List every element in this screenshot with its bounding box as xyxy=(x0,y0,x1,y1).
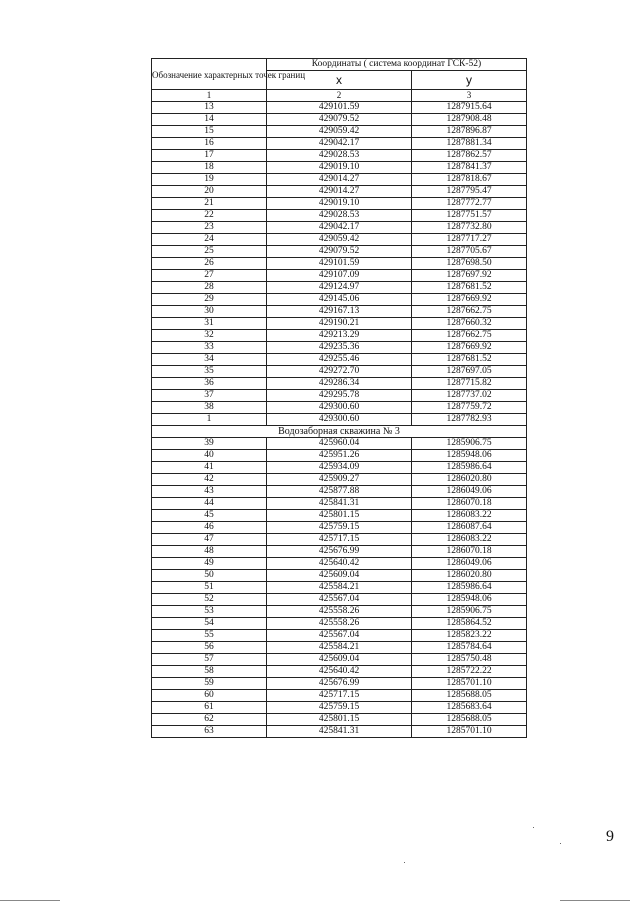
x-coordinate-cell: 429255.46 xyxy=(267,354,412,366)
table-row xyxy=(152,198,527,210)
y-coordinate-cell: 1287862.57 xyxy=(412,150,527,162)
x-coordinate-cell: 425567.04 xyxy=(267,594,412,606)
table-row xyxy=(152,354,527,366)
y-coordinate-cell: 1286049.06 xyxy=(412,558,527,570)
point-id-cell: 16 xyxy=(152,138,267,150)
x-coordinate-cell: 425759.15 xyxy=(267,702,412,714)
x-coordinate-cell: 425676.99 xyxy=(267,546,412,558)
x-coordinate-cell: 429107.09 xyxy=(267,270,412,282)
table-section-header xyxy=(152,426,527,438)
point-id-cell: 33 xyxy=(152,342,267,354)
table-row xyxy=(152,690,527,702)
y-coordinate-cell: 1286070.18 xyxy=(412,498,527,510)
x-coordinate-cell: 429059.42 xyxy=(267,234,412,246)
x-coordinate-cell: 425567.04 xyxy=(267,630,412,642)
point-id-cell: 54 xyxy=(152,618,267,630)
x-coordinate-cell: 425558.26 xyxy=(267,618,412,630)
point-id-cell: 42 xyxy=(152,474,267,486)
table-row xyxy=(152,342,527,354)
table-row xyxy=(152,390,527,402)
x-coordinate-cell: 425717.15 xyxy=(267,690,412,702)
point-id-cell: 13 xyxy=(152,102,267,114)
point-id-cell: 24 xyxy=(152,234,267,246)
point-id-cell: 37 xyxy=(152,390,267,402)
y-coordinate-cell: 1287908.48 xyxy=(412,114,527,126)
y-coordinate-cell: 1285948.06 xyxy=(412,594,527,606)
point-id-cell: 18 xyxy=(152,162,267,174)
y-coordinate-cell: 1287841.37 xyxy=(412,162,527,174)
y-coordinate-cell: 1285683.64 xyxy=(412,702,527,714)
table-row xyxy=(152,114,527,126)
table-row xyxy=(152,210,527,222)
table-row xyxy=(152,462,527,474)
y-coordinate-cell: 1287896.87 xyxy=(412,126,527,138)
y-coordinate-cell: 1287737.02 xyxy=(412,390,527,402)
y-coordinate-cell: 1287705.67 xyxy=(412,246,527,258)
table-row xyxy=(152,642,527,654)
point-id-cell: 49 xyxy=(152,558,267,570)
x-coordinate-cell: 429014.27 xyxy=(267,186,412,198)
point-designation-header: Обозначение характерных точек границ xyxy=(152,59,267,90)
point-id-cell: 59 xyxy=(152,678,267,690)
x-coordinate-cell: 425877.88 xyxy=(267,486,412,498)
page-number: 9 xyxy=(606,828,614,845)
y-coordinate-cell: 1287772.77 xyxy=(412,198,527,210)
y-coordinate-cell: 1287662.75 xyxy=(412,330,527,342)
x-coordinate-cell: 425640.42 xyxy=(267,558,412,570)
y-coordinate-cell: 1287681.52 xyxy=(412,282,527,294)
x-coordinate-cell: 429190.21 xyxy=(267,318,412,330)
y-coordinate-cell: 1286083.22 xyxy=(412,510,527,522)
y-coordinate-cell: 1287732.80 xyxy=(412,222,527,234)
point-id-cell: 56 xyxy=(152,642,267,654)
table-row xyxy=(152,258,527,270)
point-id-cell: 29 xyxy=(152,294,267,306)
point-id-cell: 34 xyxy=(152,354,267,366)
column-index-2: 2 xyxy=(267,90,412,102)
y-coordinate-cell: 1286020.80 xyxy=(412,570,527,582)
point-id-cell: 19 xyxy=(152,174,267,186)
table-row xyxy=(152,558,527,570)
point-id-cell: 53 xyxy=(152,606,267,618)
point-id-cell: 43 xyxy=(152,486,267,498)
x-coordinate-cell: 425801.15 xyxy=(267,510,412,522)
y-coordinate-cell: 1286083.22 xyxy=(412,534,527,546)
point-id-cell: 58 xyxy=(152,666,267,678)
table-row xyxy=(152,222,527,234)
y-coordinate-cell: 1285906.75 xyxy=(412,606,527,618)
point-id-cell: 36 xyxy=(152,378,267,390)
point-id-cell: 22 xyxy=(152,210,267,222)
table-row xyxy=(152,666,527,678)
table-row xyxy=(152,714,527,726)
x-coordinate-cell: 425584.21 xyxy=(267,582,412,594)
x-coordinate-cell: 425640.42 xyxy=(267,666,412,678)
y-coordinate-cell: 1287795.47 xyxy=(412,186,527,198)
x-coordinate-cell: 429042.17 xyxy=(267,138,412,150)
x-coordinate-cell: 425717.15 xyxy=(267,534,412,546)
x-coordinate-cell: 429028.53 xyxy=(267,210,412,222)
table-row xyxy=(152,366,527,378)
table-row xyxy=(152,294,527,306)
table-row xyxy=(152,498,527,510)
point-id-cell: 30 xyxy=(152,306,267,318)
x-coordinate-cell: 429059.42 xyxy=(267,126,412,138)
y-coordinate-cell: 1287759.72 xyxy=(412,402,527,414)
point-id-cell: 40 xyxy=(152,450,267,462)
point-id-cell: 27 xyxy=(152,270,267,282)
x-coordinate-cell: 429300.60 xyxy=(267,402,412,414)
table-row xyxy=(152,654,527,666)
y-coordinate-cell: 1285864.52 xyxy=(412,618,527,630)
point-id-cell: 14 xyxy=(152,114,267,126)
point-id-cell: 21 xyxy=(152,198,267,210)
table-row xyxy=(152,546,527,558)
y-coordinate-cell: 1285701.10 xyxy=(412,726,527,738)
point-id-cell: 41 xyxy=(152,462,267,474)
point-id-cell: 23 xyxy=(152,222,267,234)
table-row xyxy=(152,702,527,714)
point-id-cell: 15 xyxy=(152,126,267,138)
table-row xyxy=(152,330,527,342)
y-coordinate-cell: 1287697.05 xyxy=(412,366,527,378)
column-index-3: 3 xyxy=(412,90,527,102)
table-row xyxy=(152,606,527,618)
y-coordinate-cell: 1285948.06 xyxy=(412,450,527,462)
point-id-cell: 57 xyxy=(152,654,267,666)
point-id-cell: 26 xyxy=(152,258,267,270)
x-coordinate-cell: 429145.06 xyxy=(267,294,412,306)
y-coordinate-cell: 1285784.64 xyxy=(412,642,527,654)
y-coordinate-cell: 1287697.92 xyxy=(412,270,527,282)
y-coordinate-cell: 1286020.80 xyxy=(412,474,527,486)
x-coordinate-cell: 425584.21 xyxy=(267,642,412,654)
table-row xyxy=(152,570,527,582)
point-id-cell: 50 xyxy=(152,570,267,582)
y-coordinate-cell: 1285986.64 xyxy=(412,462,527,474)
x-coordinate-cell: 429213.29 xyxy=(267,330,412,342)
point-id-cell: 17 xyxy=(152,150,267,162)
y-coordinate-cell: 1287717.27 xyxy=(412,234,527,246)
point-id-cell: 46 xyxy=(152,522,267,534)
x-coordinate-cell: 429167.13 xyxy=(267,306,412,318)
table-row xyxy=(152,522,527,534)
table-row xyxy=(152,150,527,162)
point-id-cell: 63 xyxy=(152,726,267,738)
scan-edge-mark xyxy=(0,900,60,901)
x-coordinate-cell: 429079.52 xyxy=(267,246,412,258)
y-column-header: y xyxy=(412,71,527,90)
x-column-header: x xyxy=(267,71,412,90)
point-id-cell: 60 xyxy=(152,690,267,702)
y-coordinate-cell: 1287669.92 xyxy=(412,294,527,306)
table-row xyxy=(152,270,527,282)
y-coordinate-cell: 1287782.93 xyxy=(412,414,527,426)
point-id-cell: 32 xyxy=(152,330,267,342)
table-row xyxy=(152,534,527,546)
table-row xyxy=(152,138,527,150)
point-id-cell: 52 xyxy=(152,594,267,606)
table-row xyxy=(152,594,527,606)
x-coordinate-cell: 429235.36 xyxy=(267,342,412,354)
table-body-section-1 xyxy=(152,102,527,426)
y-coordinate-cell: 1285722.22 xyxy=(412,666,527,678)
x-coordinate-cell: 429286.34 xyxy=(267,378,412,390)
x-coordinate-cell: 429042.17 xyxy=(267,222,412,234)
x-coordinate-cell: 425841.31 xyxy=(267,498,412,510)
point-id-cell: 35 xyxy=(152,366,267,378)
y-coordinate-cell: 1286049.06 xyxy=(412,486,527,498)
x-coordinate-cell: 429028.53 xyxy=(267,150,412,162)
column-index-1: 1 xyxy=(152,90,267,102)
table-row xyxy=(152,162,527,174)
table-row xyxy=(152,402,527,414)
scan-speck xyxy=(533,827,534,828)
table-row xyxy=(152,414,527,426)
x-coordinate-cell: 429019.10 xyxy=(267,162,412,174)
table-row xyxy=(152,318,527,330)
point-id-cell: 20 xyxy=(152,186,267,198)
point-id-cell: 28 xyxy=(152,282,267,294)
table-row xyxy=(152,726,527,738)
y-coordinate-cell: 1287881.34 xyxy=(412,138,527,150)
y-coordinate-cell: 1286070.18 xyxy=(412,546,527,558)
point-id-cell: 45 xyxy=(152,510,267,522)
point-id-cell: 39 xyxy=(152,438,267,450)
x-coordinate-cell: 429019.10 xyxy=(267,198,412,210)
y-coordinate-cell: 1287669.92 xyxy=(412,342,527,354)
point-id-cell: 51 xyxy=(152,582,267,594)
y-coordinate-cell: 1287662.75 xyxy=(412,306,527,318)
table-row xyxy=(152,450,527,462)
y-coordinate-cell: 1285906.75 xyxy=(412,438,527,450)
table-row xyxy=(152,246,527,258)
table-row xyxy=(152,282,527,294)
x-coordinate-cell: 429101.59 xyxy=(267,102,412,114)
x-coordinate-cell: 425951.26 xyxy=(267,450,412,462)
y-coordinate-cell: 1285986.64 xyxy=(412,582,527,594)
y-coordinate-cell: 1285688.05 xyxy=(412,690,527,702)
y-coordinate-cell: 1285688.05 xyxy=(412,714,527,726)
y-coordinate-cell: 1287818.67 xyxy=(412,174,527,186)
x-coordinate-cell: 429079.52 xyxy=(267,114,412,126)
x-coordinate-cell: 425841.31 xyxy=(267,726,412,738)
table-row xyxy=(152,234,527,246)
table-row xyxy=(152,102,527,114)
coordinates-header: Координаты ( система координат ГСК-52) xyxy=(267,59,527,71)
point-id-cell: 48 xyxy=(152,546,267,558)
x-coordinate-cell: 425676.99 xyxy=(267,678,412,690)
point-id-cell: 47 xyxy=(152,534,267,546)
table-row xyxy=(152,306,527,318)
x-coordinate-cell: 429295.78 xyxy=(267,390,412,402)
x-coordinate-cell: 425759.15 xyxy=(267,522,412,534)
x-coordinate-cell: 429101.59 xyxy=(267,258,412,270)
y-coordinate-cell: 1287751.57 xyxy=(412,210,527,222)
table-row xyxy=(152,126,527,138)
y-coordinate-cell: 1287915.64 xyxy=(412,102,527,114)
y-coordinate-cell: 1285701.10 xyxy=(412,678,527,690)
x-coordinate-cell: 429272.70 xyxy=(267,366,412,378)
table-row xyxy=(152,186,527,198)
table-row xyxy=(152,474,527,486)
y-coordinate-cell: 1287715.82 xyxy=(412,378,527,390)
point-id-cell: 38 xyxy=(152,402,267,414)
x-coordinate-cell: 425960.04 xyxy=(267,438,412,450)
x-coordinate-cell: 425934.09 xyxy=(267,462,412,474)
x-coordinate-cell: 429124.97 xyxy=(267,282,412,294)
scan-speck xyxy=(560,843,561,844)
point-id-cell: 44 xyxy=(152,498,267,510)
y-coordinate-cell: 1287681.52 xyxy=(412,354,527,366)
x-coordinate-cell: 429300.60 xyxy=(267,414,412,426)
table-row xyxy=(152,438,527,450)
coordinates-table xyxy=(151,58,527,738)
table-row xyxy=(152,618,527,630)
y-coordinate-cell: 1287698.50 xyxy=(412,258,527,270)
table-row xyxy=(152,174,527,186)
scan-speck xyxy=(404,862,405,863)
y-coordinate-cell: 1285823.22 xyxy=(412,630,527,642)
y-coordinate-cell: 1285750.48 xyxy=(412,654,527,666)
y-coordinate-cell: 1286087.64 xyxy=(412,522,527,534)
x-coordinate-cell: 425609.04 xyxy=(267,654,412,666)
table-row xyxy=(152,510,527,522)
table-row xyxy=(152,582,527,594)
y-coordinate-cell: 1287660.32 xyxy=(412,318,527,330)
x-coordinate-cell: 425909.27 xyxy=(267,474,412,486)
x-coordinate-cell: 425558.26 xyxy=(267,606,412,618)
point-id-cell: 61 xyxy=(152,702,267,714)
table-body-section-2 xyxy=(152,438,527,738)
point-id-cell: 25 xyxy=(152,246,267,258)
section-title: Водозаборная скважина № 3 xyxy=(152,426,527,438)
table-row xyxy=(152,378,527,390)
scan-edge-mark xyxy=(560,900,630,901)
point-id-cell: 62 xyxy=(152,714,267,726)
x-coordinate-cell: 425801.15 xyxy=(267,714,412,726)
point-id-cell: 55 xyxy=(152,630,267,642)
table-row xyxy=(152,486,527,498)
x-coordinate-cell: 425609.04 xyxy=(267,570,412,582)
table-row xyxy=(152,630,527,642)
x-coordinate-cell: 429014.27 xyxy=(267,174,412,186)
table-row xyxy=(152,678,527,690)
point-id-cell: 31 xyxy=(152,318,267,330)
point-id-cell: 1 xyxy=(152,414,267,426)
